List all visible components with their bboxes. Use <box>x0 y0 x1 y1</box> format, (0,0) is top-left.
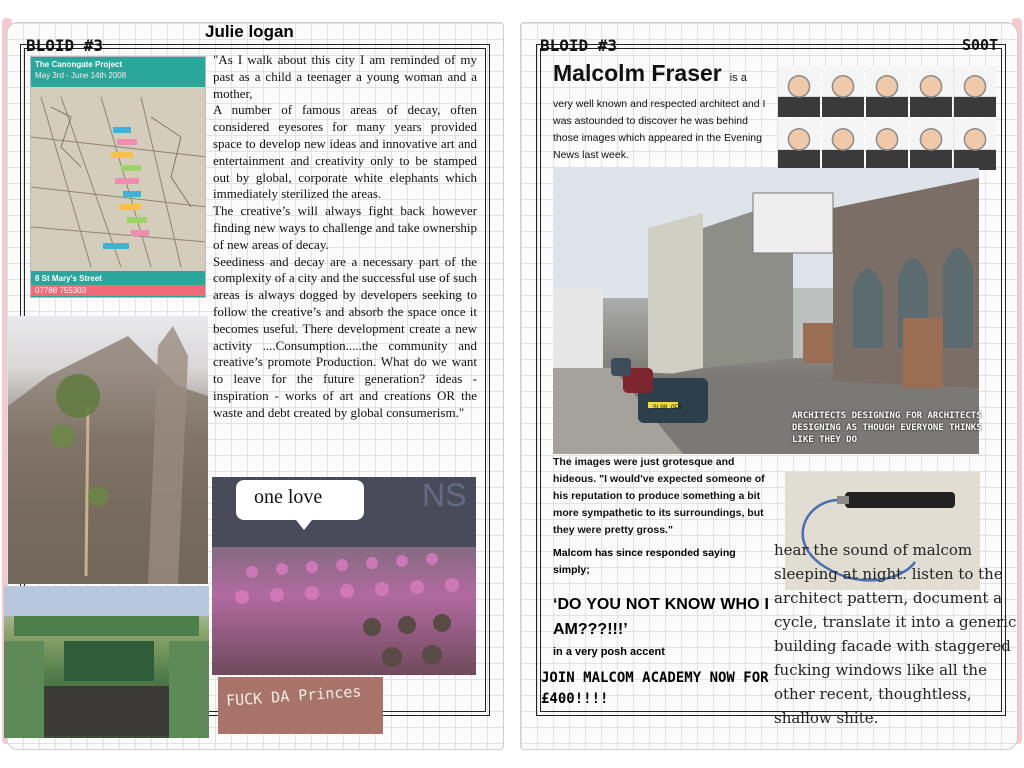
portrait-photo <box>778 119 820 170</box>
map-header-banner <box>31 57 205 87</box>
quote-paragraph: Seediness and decay are a necessary part of the complexity of a city and the successful use of such areas is always dogged by developers seeking to follow the creative’s and absorb the space once it becomes useful. There development create a new activity ....Consumption.....the community and creative’s promote Production. What do we want to leave for the future generation? ideas - inspiration - works of art and creations OR the waste and debt created by global consumerism." <box>213 253 477 420</box>
right-page-corner-mark: S00T <box>962 36 999 54</box>
portrait-photo <box>954 66 996 117</box>
author-name: Julie logan <box>205 22 294 41</box>
quote-paragraph: "As I walk about this city I am reminded of my past as a child a teenager a young woman and a mother, <box>213 52 477 101</box>
portrait-photo <box>778 66 820 117</box>
speech-bubble-text: one love <box>254 486 323 508</box>
portrait-photo <box>910 119 952 170</box>
canongate-map <box>30 56 206 298</box>
quote-paragraph: A number of famous areas of decay, often considered eyesores for many years provided space to develop new ideas and innovative art and entertainment and creativity only to be stamped out by global, corporate white elephants which immediately sterilized the areas. <box>213 102 477 202</box>
portrait-photo <box>866 66 908 117</box>
map-address: 8 St Mary's Street <box>35 274 102 283</box>
graffiti-photo <box>218 677 383 734</box>
malcom-response-quote: ‘DO YOU NOT KNOW WHO I AM???!!!’ <box>553 596 769 638</box>
green-facade-photo <box>4 586 209 738</box>
car-plate: SL08 OFG <box>653 404 682 411</box>
map-phone: 07788 755303 <box>31 285 205 296</box>
map-dates: May 3rd - June 14th 2008 <box>35 71 127 80</box>
malcolm-title-suffix: is a <box>729 72 747 84</box>
malcolm-name: Malcolm Fraser <box>553 60 722 86</box>
building-graphic <box>8 316 208 584</box>
green-facade-graphic <box>4 586 209 738</box>
portrait-photo <box>910 66 952 117</box>
images-quote: The images were just grotesque and hideous. "I would've expected someone of his reputation to produce something a bit more sympathetic to its surroundings, but they were pretty gross." <box>553 456 765 536</box>
map-title: The Canongate Project <box>35 60 123 69</box>
hear-malcom-text: hear the sound of malcom sleeping at night. listen to the architect pattern, document a cycle, translate it into a generic building facade with staggered fucking windows like all the other recent, thoughtless, shallow shite. <box>774 541 1017 727</box>
graffiti-text: FUCK DA Princes <box>225 682 362 710</box>
portrait-photo <box>954 119 996 170</box>
right-page-header: BLOID #3 <box>540 36 618 55</box>
malcolm-intro: very well known and respected architect and I was astounded to discover he was behind those images which appeared in the Evening News last week. <box>553 98 766 161</box>
army-overlay-text: NS <box>422 477 467 513</box>
old-building-photo <box>8 316 208 584</box>
quote-paragraph: The creative’s will always fight back however finding new ways to challenge and take ownership of new areas of decay. <box>213 203 477 252</box>
map-footer-banner <box>31 271 205 297</box>
portrait-photo <box>866 119 908 170</box>
portrait-photo <box>822 66 864 117</box>
portrait-photo <box>822 119 864 170</box>
render-caption: ARCHITECTS DESIGNING FOR ARCHITECTS DESIGNING AS THOUGH EVERYONE THINKS LIKE THEY DO <box>792 411 982 445</box>
julie-logan-quote <box>213 52 477 422</box>
speech-bubble <box>236 480 364 520</box>
malcolm-title <box>553 60 773 87</box>
map-streets-graphic <box>31 57 206 298</box>
portrait-grid <box>778 66 996 170</box>
left-page-header: BLOID #3 <box>26 36 104 55</box>
posh-accent-note: in a very posh accent <box>553 646 665 658</box>
malcom-response-intro: Malcom has since responded saying simply; <box>553 547 736 576</box>
academy-slogan: JOIN MALCOM ACADEMY NOW FOR £400!!!! <box>541 670 769 707</box>
